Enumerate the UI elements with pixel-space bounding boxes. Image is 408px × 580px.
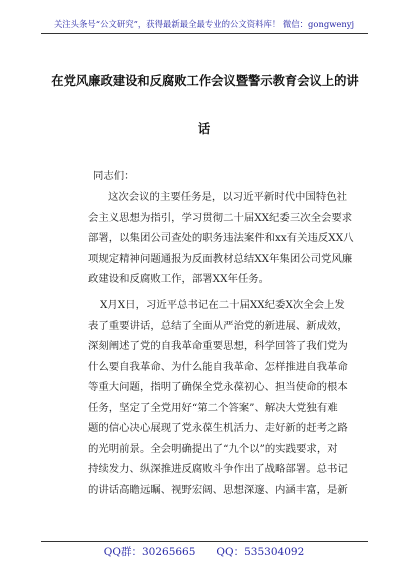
document-title-line-1: 在党风廉政建设和反腐败工作会议暨警示教育会议上的讲 <box>51 73 359 88</box>
paragraph-line: 部署，以集团公司查处的职务违法案件和xx有关违反XX八 <box>88 232 354 244</box>
paragraph-1 <box>88 187 364 290</box>
paragraph-line: 项规定精神问题通报为反面教材总结XX年集团公司党风廉 <box>88 252 353 265</box>
document-title-line-2: 话 <box>197 121 211 136</box>
paragraph-line: 的讲话高瞻远瞩、视野宏阔、思想深邃、内涵丰富，是新 <box>88 483 348 496</box>
paragraph-line: 等重大问题，指明了确保全党永葆初心、担当使命的根本 <box>88 381 348 393</box>
paragraph-line: 任务，坚定了全党用好“第二个答案”、解决大党独有难 <box>88 401 338 414</box>
page-footer-contact: QQ群：30265665 QQ：535304092 <box>103 546 305 558</box>
paragraph-2 <box>88 295 364 500</box>
salutation: 同志们： <box>93 170 135 182</box>
header-divider <box>41 33 368 34</box>
paragraph-line: 这次会议的主要任务是，以习近平新时代中国特色社 <box>108 191 347 203</box>
paragraph-line: 持续发力、纵深推进反腐败斗争作出了战略部署。总书记 <box>88 463 348 475</box>
paragraph-line: 表了重要讲话，总结了全面从严治党的新进展、新成效， <box>88 319 348 332</box>
paragraph-line: 什么要自我革命、为什么能自我革命、怎样推进自我革命 <box>88 360 348 373</box>
paragraph-line: 深刻阐述了党的自我革命重要思想，科学回答了我们党为 <box>88 340 348 352</box>
footer-divider <box>41 541 368 542</box>
paragraph-line: X月X日，习近平总书记在二十届XX纪委X次全会上发 <box>100 299 345 311</box>
paragraph-line: 的光明前景。全会明确提出了“九个以”的实践要求，对 <box>88 442 338 455</box>
page-header-promo: 关注头条号“公文研究”，获得最新最全最专业的公文资料库！ 微信：gongwenyj <box>53 19 355 29</box>
paragraph-line: 政建设和反腐败工作，部署XX年任务。 <box>88 273 270 285</box>
paragraph-line: 会主义思想为指引，学习贯彻二十届XX纪委三次全会要求 <box>88 211 353 224</box>
paragraph-line: 题的信心决心展现了党永葆生机活力、走好新的赶考之路 <box>88 422 348 434</box>
